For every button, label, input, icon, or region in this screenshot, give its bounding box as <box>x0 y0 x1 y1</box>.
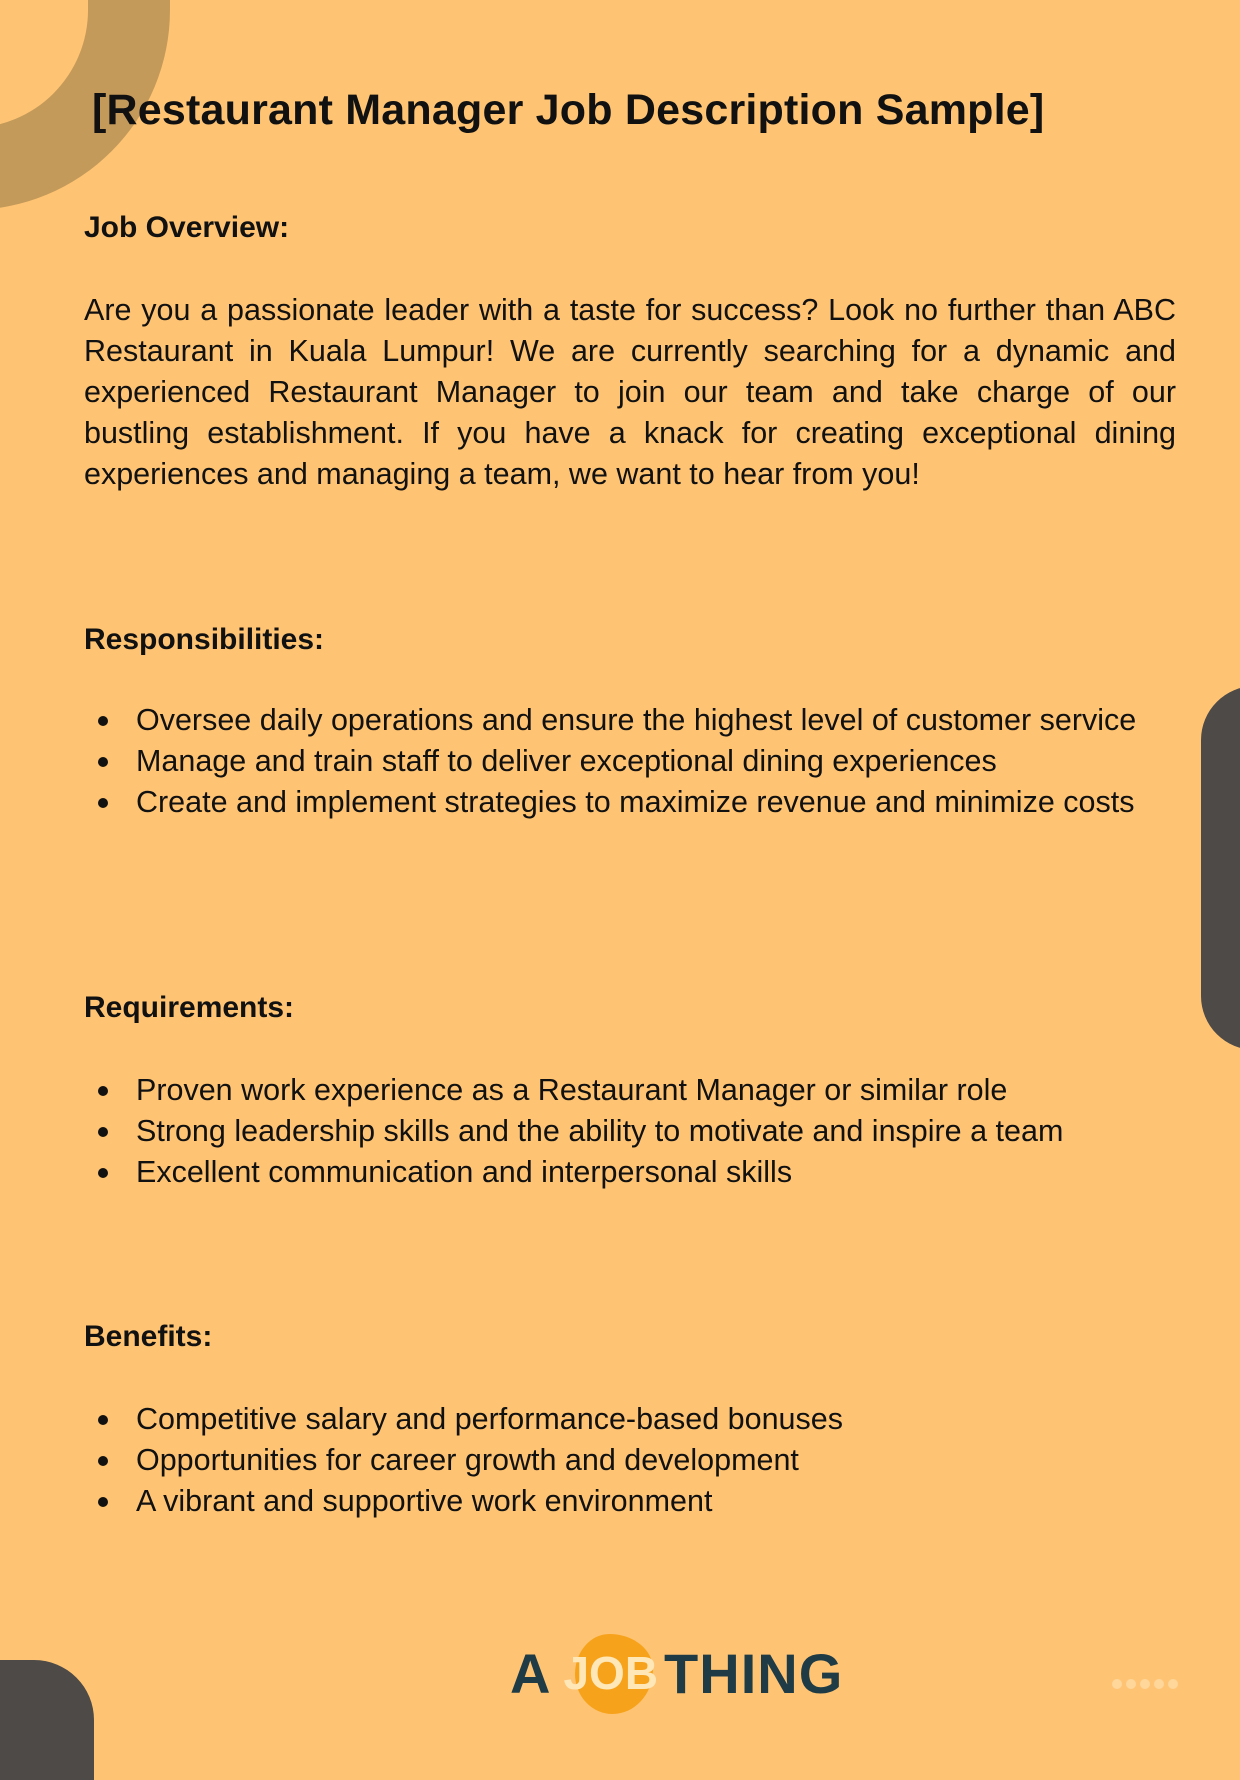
bullet-icon <box>98 1168 108 1178</box>
list-item <box>84 1111 1164 1152</box>
list-item-text: Create and implement strategies to maximize revenue and minimize costs <box>136 785 1135 819</box>
requirements-heading: Requirements: <box>84 991 295 1024</box>
list-item <box>84 1070 1164 1111</box>
brand-logo <box>510 1628 844 1718</box>
logo-text-job: JOB <box>563 1647 659 1699</box>
benefits-list <box>84 1399 1184 1522</box>
page-title: [Restaurant Manager Job Description Sample] <box>92 86 1045 134</box>
list-item-text: Competitive salary and performance-based bonuses <box>136 1402 843 1436</box>
bullet-icon <box>98 798 108 808</box>
responsibilities-heading: Responsibilities: <box>84 623 325 656</box>
list-item <box>84 782 1164 823</box>
logo-text-a: A <box>510 1641 552 1705</box>
list-item <box>84 741 1164 782</box>
decorative-bottom-corner <box>0 1660 94 1780</box>
overview-paragraph: Are you a passionate leader with a taste for success? Look no further than ABC Restaurant in Kuala Lumpur! We are currently searching for a dynamic and experienced Restaurant Manager to join our team and take charge of our bustling establishment. If you have a knack for creating exceptional dining experiences and managing a team, we want to hear from you! <box>84 293 1176 491</box>
list-item <box>84 1399 1184 1440</box>
bullet-icon <box>98 757 108 767</box>
bullet-icon <box>98 1497 108 1507</box>
list-item <box>84 1152 1164 1193</box>
bullet-icon <box>98 1415 108 1425</box>
requirements-list <box>84 1070 1164 1193</box>
list-item-text: A vibrant and supportive work environment <box>136 1484 713 1518</box>
dot-icon <box>1154 1679 1164 1689</box>
logo-text-thing: THING <box>664 1641 844 1705</box>
decorative-side-tab <box>1201 686 1240 1050</box>
list-item <box>84 1481 1184 1522</box>
dot-icon <box>1126 1679 1136 1689</box>
responsibilities-list <box>84 700 1164 823</box>
bullet-icon <box>98 1127 108 1137</box>
bullet-icon <box>98 716 108 726</box>
bullet-icon <box>98 1086 108 1096</box>
list-item-text: Opportunities for career growth and development <box>136 1443 799 1477</box>
logo-job-badge <box>563 1628 658 1718</box>
dot-icon <box>1140 1679 1150 1689</box>
dot-icon <box>1168 1679 1178 1689</box>
overview-heading: Job Overview: <box>84 211 290 244</box>
bullet-icon <box>98 1456 108 1466</box>
dot-icon <box>1112 1679 1122 1689</box>
benefits-heading: Benefits: <box>84 1320 213 1353</box>
list-item-text: Strong leadership skills and the ability to motivate and inspire a team <box>136 1114 1064 1148</box>
list-item-text: Manage and train staff to deliver exceptional dining experiences <box>136 744 997 778</box>
list-item <box>84 1440 1184 1481</box>
list-item <box>84 700 1164 741</box>
decorative-dots <box>1112 1679 1182 1691</box>
list-item-text: Oversee daily operations and ensure the highest level of customer service <box>136 703 1137 737</box>
list-item-text: Excellent communication and interpersonal skills <box>136 1155 793 1189</box>
list-item-text: Proven work experience as a Restaurant Manager or similar role <box>136 1073 1008 1107</box>
